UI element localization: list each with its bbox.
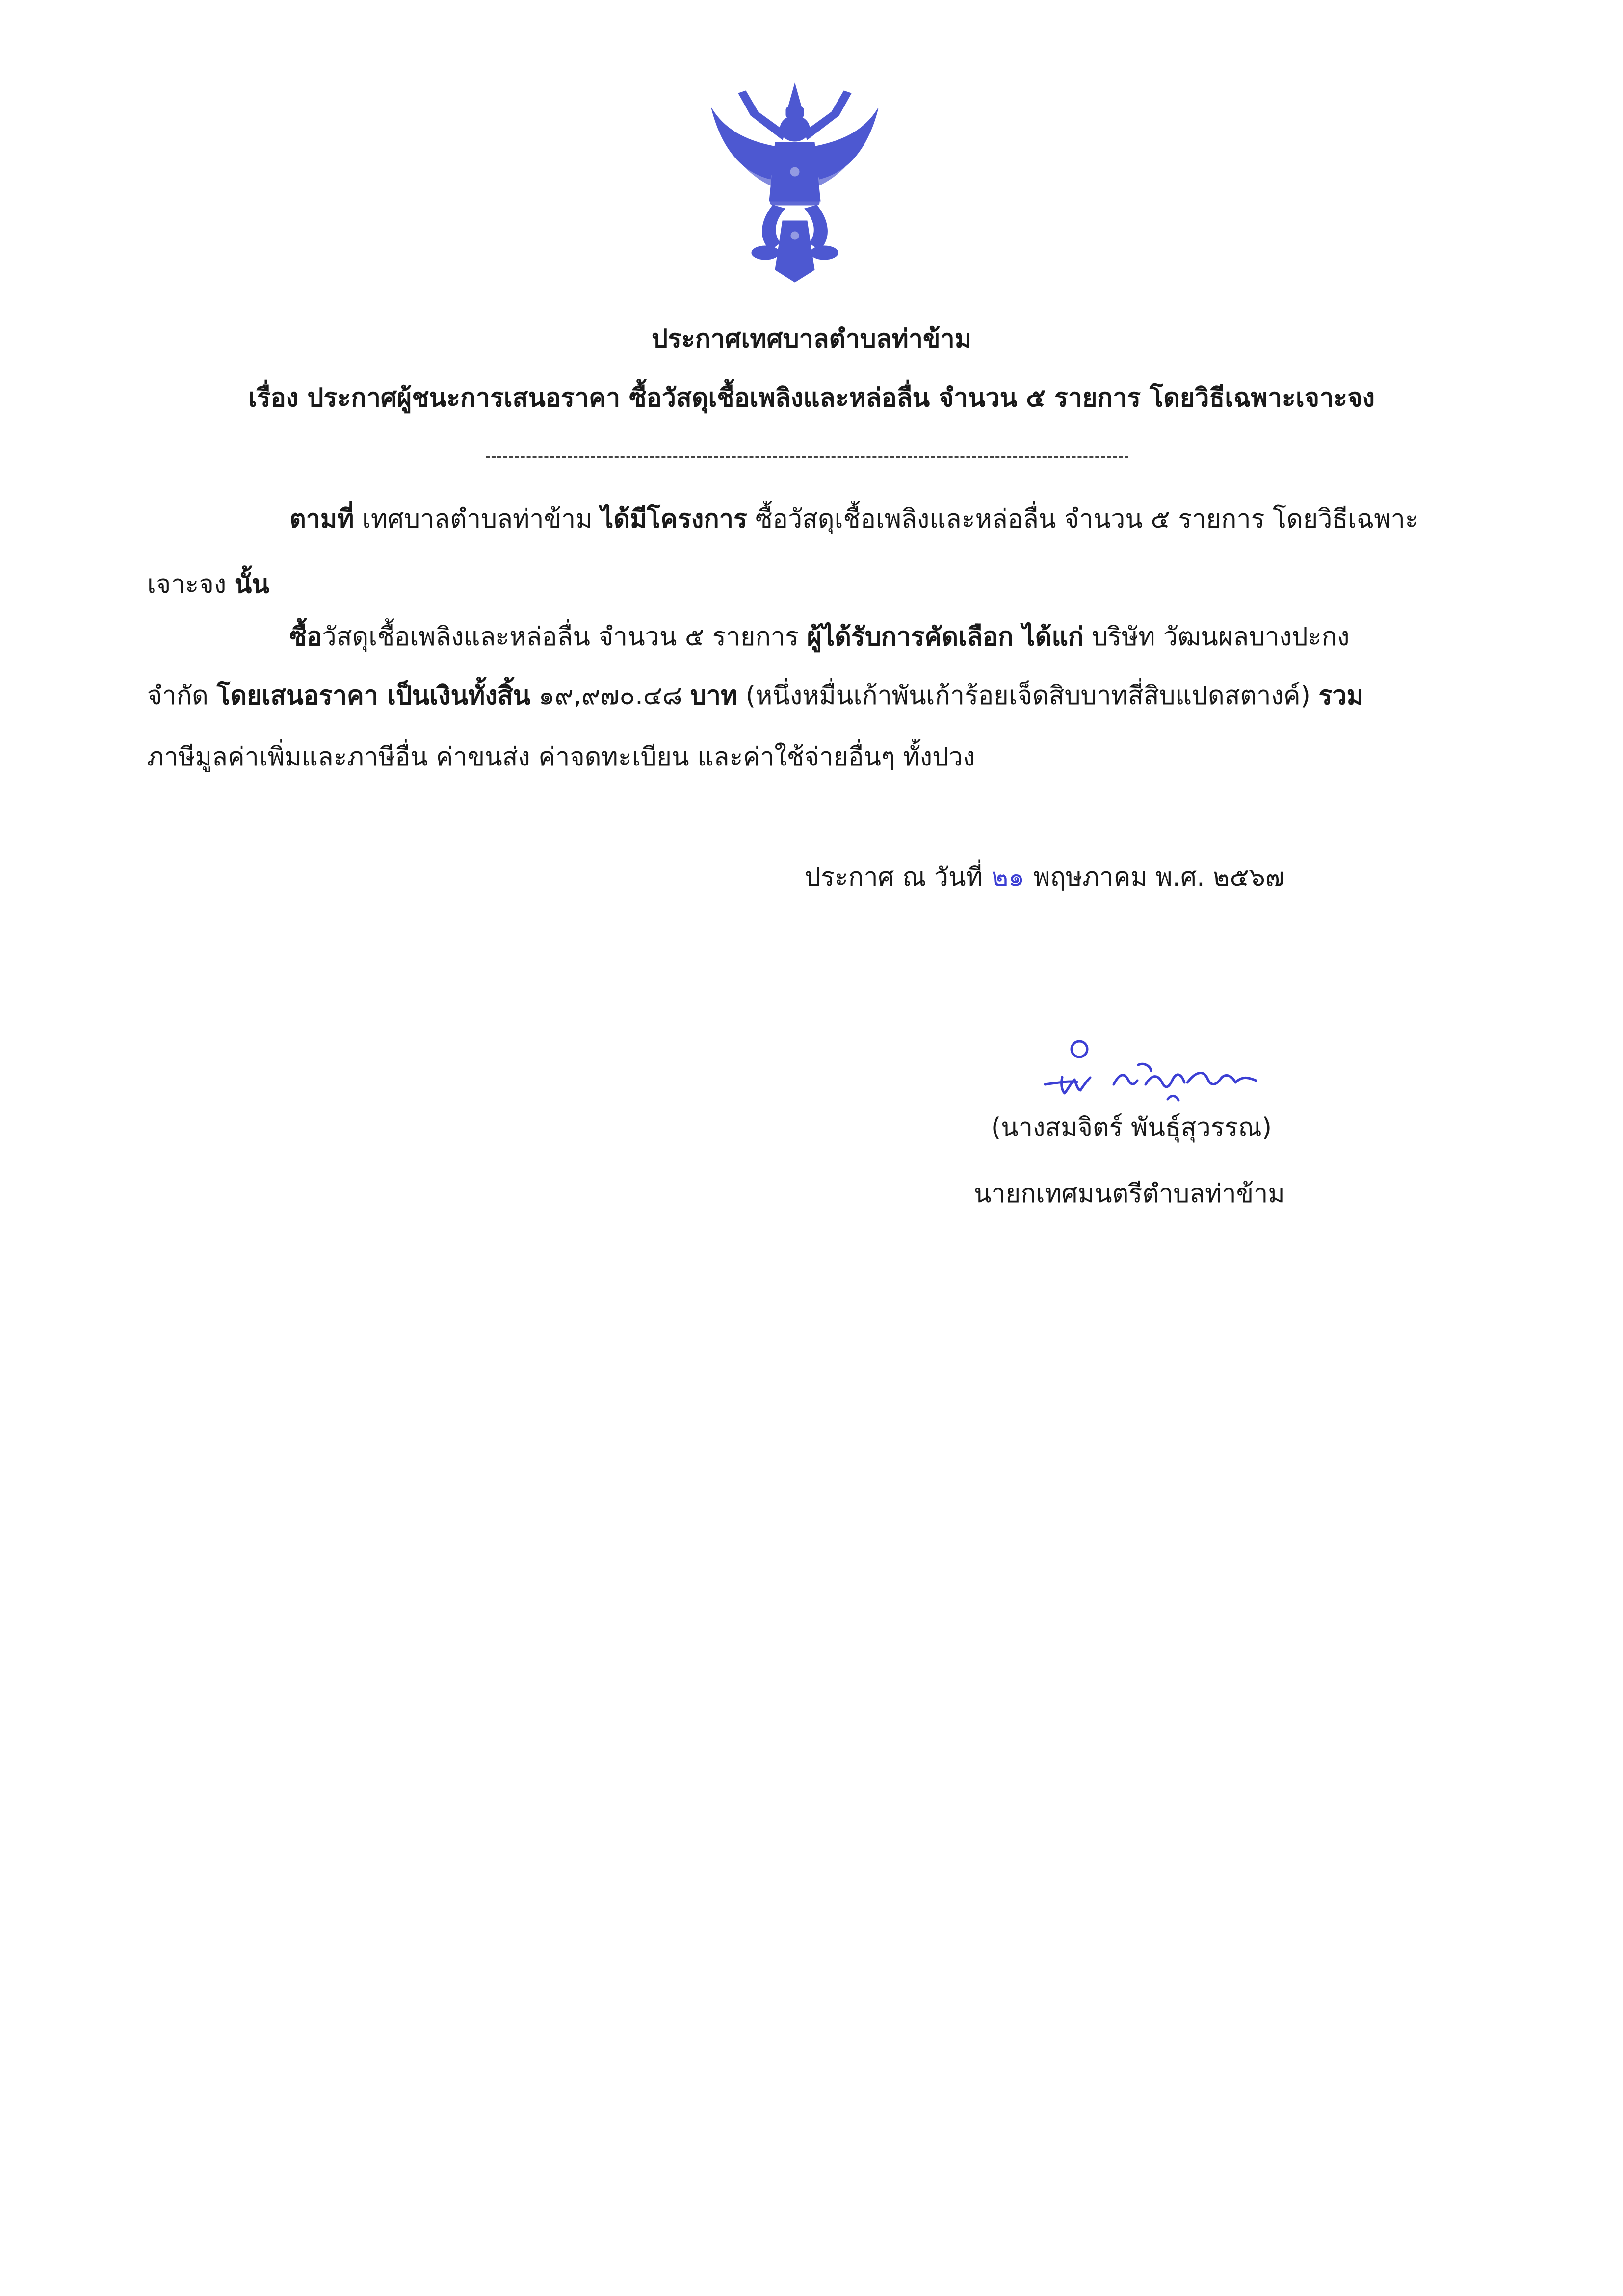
announcement-subject: เรื่อง ประกาศผู้ชนะการเสนอราคา ซื้อวัสดุเชื้อเพลิงและหล่อลื่น จำนวน ๕ รายการ โดยวิธีเฉพาะเจาะจง bbox=[248, 383, 1375, 413]
para1-text-c: ซื้อวัสดุเชื้อเพลิงและหล่อลื่น จำนวน ๕ รายการ โดยวิธีเฉพาะ bbox=[747, 504, 1419, 534]
para2-bold-a: ซื้อ bbox=[289, 622, 322, 652]
signatory-name: (นางสมจิตร์ พันธุ์สุวรรณ) bbox=[991, 1113, 1272, 1142]
para2-text-b: วัสดุเชื้อเพลิงและหล่อลื่น จำนวน ๕ รายการ bbox=[322, 622, 807, 652]
garuda-emblem-icon bbox=[692, 74, 898, 285]
para2-l2-bold-b: โดยเสนอราคา เป็นเงินทั้งสิ้น bbox=[216, 681, 531, 711]
para1-cont-bold: นั้น bbox=[234, 570, 269, 599]
paragraph-2-line-3: ภาษีมูลค่าเพิ่มและภาษีอื่น ค่าขนส่ง ค่าจดทะเบียน และค่าใช้จ่ายอื่นๆ ทั้งปวง bbox=[147, 742, 975, 772]
para2-l2-text-a: จำกัด bbox=[147, 681, 217, 711]
para2-l2-amount: ๑๙,๙๗๐.๔๘ bbox=[530, 681, 690, 711]
para2-l2-bold-f: รวม bbox=[1318, 681, 1363, 711]
date-day: ๒๑ bbox=[991, 863, 1025, 892]
signatory-position: นายกเทศมนตรีตำบลท่าข้าม bbox=[974, 1179, 1285, 1209]
para1-cont-text: เจาะจง bbox=[147, 570, 235, 599]
date-month-year: พฤษภาคม พ.ศ. ๒๕๖๗ bbox=[1033, 863, 1284, 892]
paragraph-2-line-1 bbox=[289, 616, 1349, 657]
para1-bold-b: ได้มีโครงการ bbox=[601, 504, 747, 534]
paragraph-1-line-2 bbox=[147, 563, 269, 604]
paragraph-1-line-1 bbox=[289, 498, 1419, 539]
para2-l2-bold-d: บาท bbox=[690, 681, 738, 711]
para1-text-a: เทศบาลตำบลท่าข้าม bbox=[354, 504, 601, 534]
paragraph-2-line-2 bbox=[147, 675, 1363, 715]
handwritten-signature-icon bbox=[1040, 1035, 1266, 1109]
announcement-date bbox=[805, 856, 1284, 897]
date-prefix: ประกาศ ณ วันที่ bbox=[805, 863, 983, 892]
para2-text-d: บริษัท วัฒนผลบางปะกง bbox=[1083, 622, 1350, 652]
announcement-title: ประกาศเทศบาลตำบลท่าข้าม bbox=[651, 324, 972, 354]
para2-l2-text-e: (หนึ่งหมื่นเก้าพันเก้าร้อยเจ็ดสิบบาทสี่สิบแปดสตางค์) bbox=[737, 681, 1319, 711]
para2-bold-c: ผู้ได้รับการคัดเลือก ได้แก่ bbox=[807, 622, 1084, 652]
divider-line bbox=[486, 456, 1128, 458]
para1-intro: ตามที่ bbox=[289, 504, 354, 534]
